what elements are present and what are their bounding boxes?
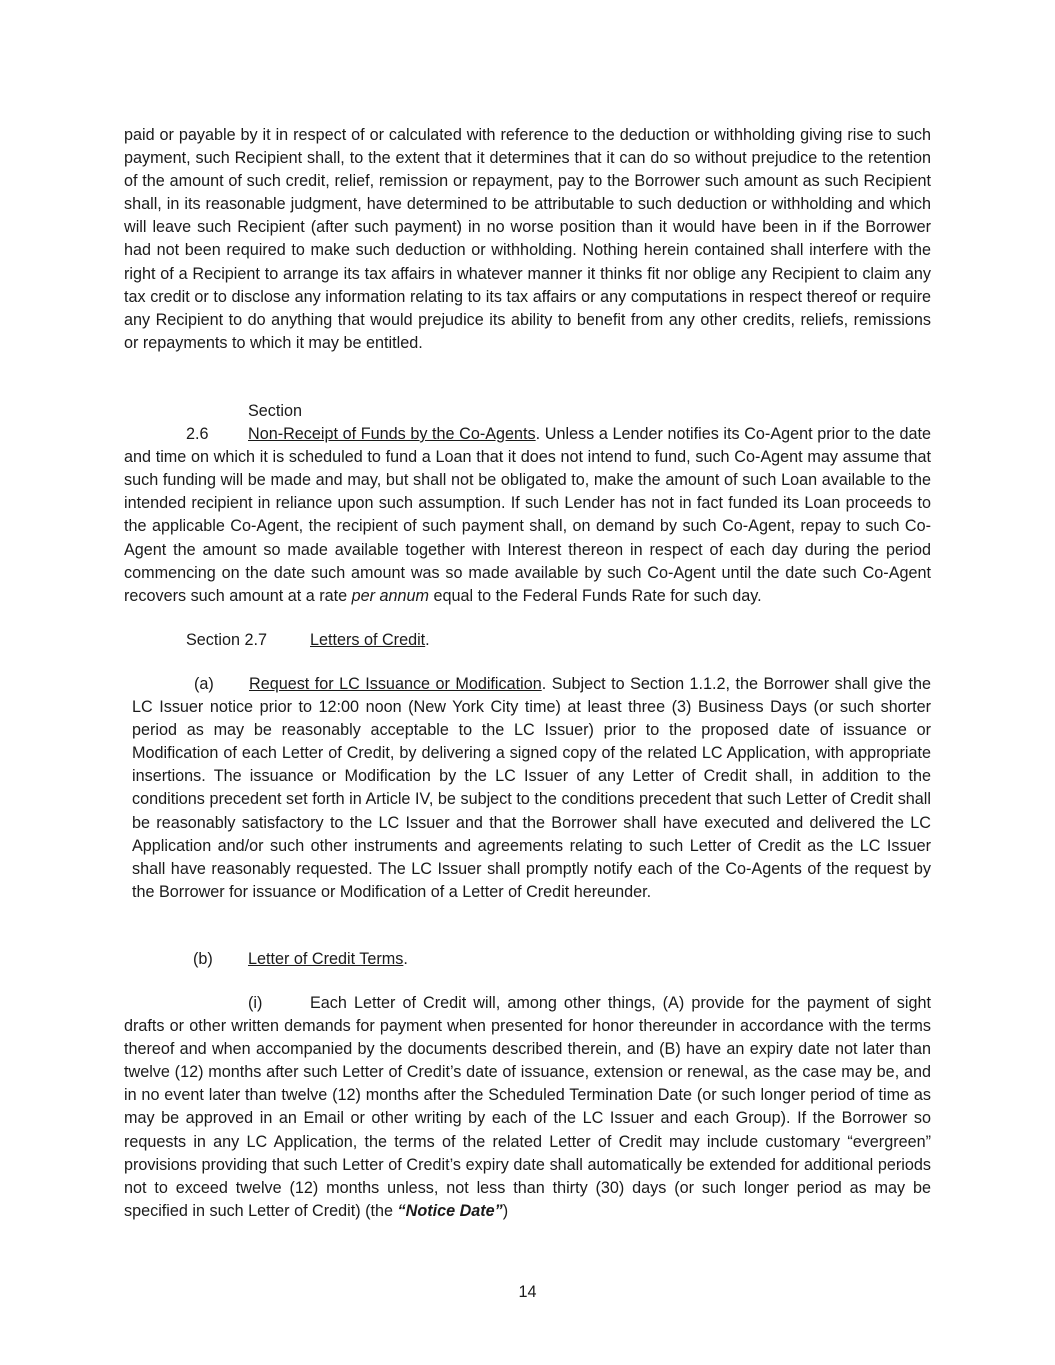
subsection-title-period: . xyxy=(403,950,408,968)
paragraph-subsection-b xyxy=(193,948,931,971)
italic-term: per annum xyxy=(351,586,430,605)
subsection-title: Request for LC Issuance or Modification xyxy=(249,675,542,693)
clause-body: Each Letter of Credit will, among other things, (A) provide for the payment of sight drafts or other written demands for payment when presented for honor thereunder in accordance with the terms thereof and when accompanied by the documents described therein, and (B) have an expiry date not later than twelve (12) months after such Letter of Credit’s date of issuance, extension or renewal, as the case may be, and in no event later than twelve (12) months after the Scheduled Termination Date (or such longer period of time as may be approved in an Email or other writing by each of the LC Issuer and each Group). If the Borrower so requests in any LC Application, the terms of the related Letter of Credit may include customary “evergreen” provisions providing that such Letter of Credit’s expiry date shall automatically be extended for additional periods not to exceed twelve (12) months unless, not less than thirty (30) days (or such longer period as may be specified in such Letter of Credit) (the xyxy=(124,994,931,1220)
section-body: . Unless a Lender notifies its Co-Agent prior to the date and time on which it is scheduled to fund a Loan that it does not intend to fund, such Co-Agent may assume that such funding will be made and may, but shall not be obligated to, make the amount of such Loan available to the intended recipient in reliance upon such assumption. If such Lender has not in fact funded its Loan proceeds to the applicable Co-Agent, the recipient of such payment shall, on demand by such Co-Agent, repay to such Co-Agent the amount so made available together with Interest thereon in respect of each day during the period commencing on the date such amount was so made available by such Co-Agent until the date such Co-Agent recovers such amount at a rate xyxy=(124,425,931,605)
subsection-body: . Subject to Section 1.1.2, the Borrower shall give the LC Issuer notice prior to 12:00 noon (New York City time) at least three (3) Business Days (or such shorter period as may be reasonably acceptable to the LC Issuer) prior to the proposed date of issuance or Modification of each Letter of Credit, by delivering a signed copy of the related LC Application, with appropriate insertions. The issuance or Modification by the LC Issuer of any Letter of Credit shall, in addition to the conditions precedent set forth in Article IV, be subject to the conditions precedent that such Letter of Credit shall be reasonably satisfactory to the LC Issuer and that the Borrower shall have executed and delivered the LC Application and/or such other instruments and agreements relating to such Letter of Credit as the LC Issuer shall have reasonably requested. The LC Issuer shall promptly notify each of the Co-Agents of the request by the Borrower for issuance or Modification of a Letter of Credit hereunder. xyxy=(132,675,932,901)
section-title: Non-Receipt of Funds by the Co-Agents xyxy=(248,425,536,444)
paragraph-section-2-6 xyxy=(124,400,931,608)
paragraph-section-2-7 xyxy=(186,629,931,652)
page-number: 14 xyxy=(518,1283,537,1301)
subsection-title: Letter of Credit Terms xyxy=(248,950,404,968)
paragraph-tax-credit: paid or payable by it in respect of or calculated with reference to the deduction or withholding giving rise to such payment, such Recipient shall, to the extent that it determines that it can do so without prejudice to the retention of the amount of such credit, relief, remission or repayment, pay to the Borrower such amount as such Recipient shall, in its reasonable judgment, have determined to be attributable to such deduction or withholding and which will leave such Recipient (after such payment) in no worse position than it would have been in if the Borrower had not been required to make such deduction or withholding. Nothing herein contained shall interfere with the right of a Recipient to arrange its tax affairs in whatever manner it thinks fit nor oblige any Recipient to claim any tax credit or to disclose any information relating to its tax affairs or any computations in respect thereof or require any Recipient to do anything that would prejudice its ability to benefit from any other credits, reliefs, remissions or repayments to which it may be entitled. xyxy=(124,126,931,352)
section-title-period: . xyxy=(425,631,430,649)
clause-marker: (i) xyxy=(248,994,263,1012)
paragraph-clause-i xyxy=(124,992,931,1223)
defined-term-notice-date: “Notice Date” xyxy=(397,1201,503,1220)
section-number: Section 2.6 xyxy=(186,402,302,444)
subsection-marker: (b) xyxy=(193,950,213,968)
subsection-marker: (a) xyxy=(194,675,214,693)
section-number: Section 2.7 xyxy=(186,631,267,649)
clause-close: ) xyxy=(502,1201,509,1220)
section-title: Letters of Credit xyxy=(310,631,426,649)
section-body-end: equal to the Federal Funds Rate for such day. xyxy=(429,586,762,605)
paragraph-subsection-a xyxy=(132,673,931,904)
